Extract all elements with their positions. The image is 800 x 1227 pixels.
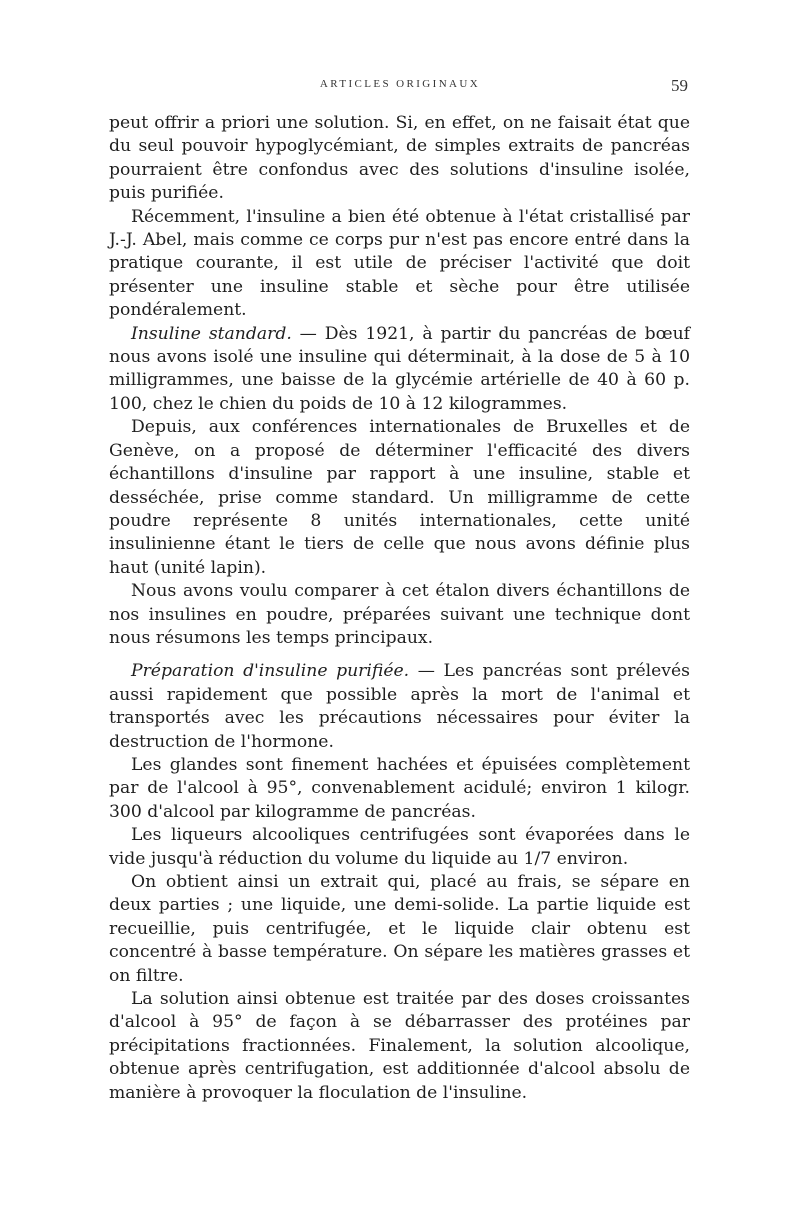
section-title-preparation: Préparation d'insuline purifiée. <box>131 661 410 682</box>
page-number: 59 <box>671 76 688 95</box>
paragraph-text: — Dès 1921, à partir du pancréas de bœuf nous avons isolé une insuline qui déterminait, à la dose de 5 à 10 milligrammes, une baisse de la glycémie artérielle de 40 à 60 p. 100, chez le chien du poids de 10 à 12 kilogrammes. <box>109 323 690 414</box>
paragraph-1 <box>109 112 690 206</box>
paragraph-text: On obtient ainsi un extrait qui, placé au frais, se sépare en deux parties ; une liquide, une demi-solide. La partie liquide est recueillie, puis centrifugée, et le liquide clair obtenu est concentré à basse température. On sépare les matières grasses et on filtre. <box>109 872 690 986</box>
section-title-insuline-standard: Insuline standard. <box>131 323 292 344</box>
paragraph-9 <box>109 871 690 988</box>
article-body <box>109 112 690 1105</box>
paragraph-text: Récemment, l'insuline a bien été obtenue à l'état cristallisé par J.-J. Abel, mais comme ce corps pur n'est pas encore entré dans la pratique courante, il est utile de préciser l'activité que doit présenter une insuline stable et sèche pour être utilisée pondéralement. <box>109 206 690 321</box>
paragraph-2 <box>109 206 690 323</box>
paragraph-text: — Les pancréas sont prélevés aussi rapidement que possible après la mort de l'animal et transportés avec les précautions nécessaires pour éviter la destruction de l'hormone. <box>109 661 690 752</box>
paragraph-preparation <box>109 660 690 754</box>
paragraph-insuline-standard <box>109 323 690 417</box>
paragraph-text: Les liqueurs alcooliques centrifugées sont évaporées dans le vide jusqu'à réduction du volume du liquide au 1/7 environ. <box>109 825 690 869</box>
paragraph-text: La solution ainsi obtenue est traitée par des doses croissantes d'alcool à 95° de façon à se débarrasser des protéines par précipitations fractionnées. Finalement, la solution alcoolique, obtenue après centrifugation, est additionnée d'alcool absolu de manière à provoquer la floculation de l'insuline. <box>109 989 690 1103</box>
page-header <box>110 78 690 98</box>
paragraph-text: peut offrir a priori une solution. Si, en effet, on ne faisait état que du seul pouvoir hypoglycémiant, de simples extraits de pancréas pourraient être confondus avec des solutions d'insuline isolée, puis purifiée. <box>109 113 690 204</box>
paragraph-7 <box>109 754 690 824</box>
paragraph-text: Nous avons voulu comparer à cet étalon divers échantillons de nos insulines en poudre, préparées suivant une technique dont nous résumons les temps principaux. <box>109 581 690 648</box>
paragraph-8 <box>109 824 690 871</box>
paragraph-4 <box>109 416 690 580</box>
paragraph-text: Depuis, aux conférences internationales de Bruxelles et de Genève, on a proposé de déterminer l'efficacité des divers échantillons d'insuline par rapport à une insuline, stable et desséchée, prise comme standard. Un milligramme de cette poudre représente 8 unités internationales, cette unité insulinienne étant le tiers de celle que nous avons définie plus haut (unité lapin). <box>109 417 690 578</box>
running-title: ARTICLES ORIGINAUX <box>319 78 481 90</box>
paragraph-10 <box>109 988 690 1105</box>
paragraph-text: Les glandes sont finement hachées et épuisées complètement par de l'alcool à 95°, convenablement acidulé; environ 1 kilogr. 300 d'alcool par kilogramme de pancréas. <box>109 754 690 822</box>
paragraph-5 <box>109 580 690 650</box>
